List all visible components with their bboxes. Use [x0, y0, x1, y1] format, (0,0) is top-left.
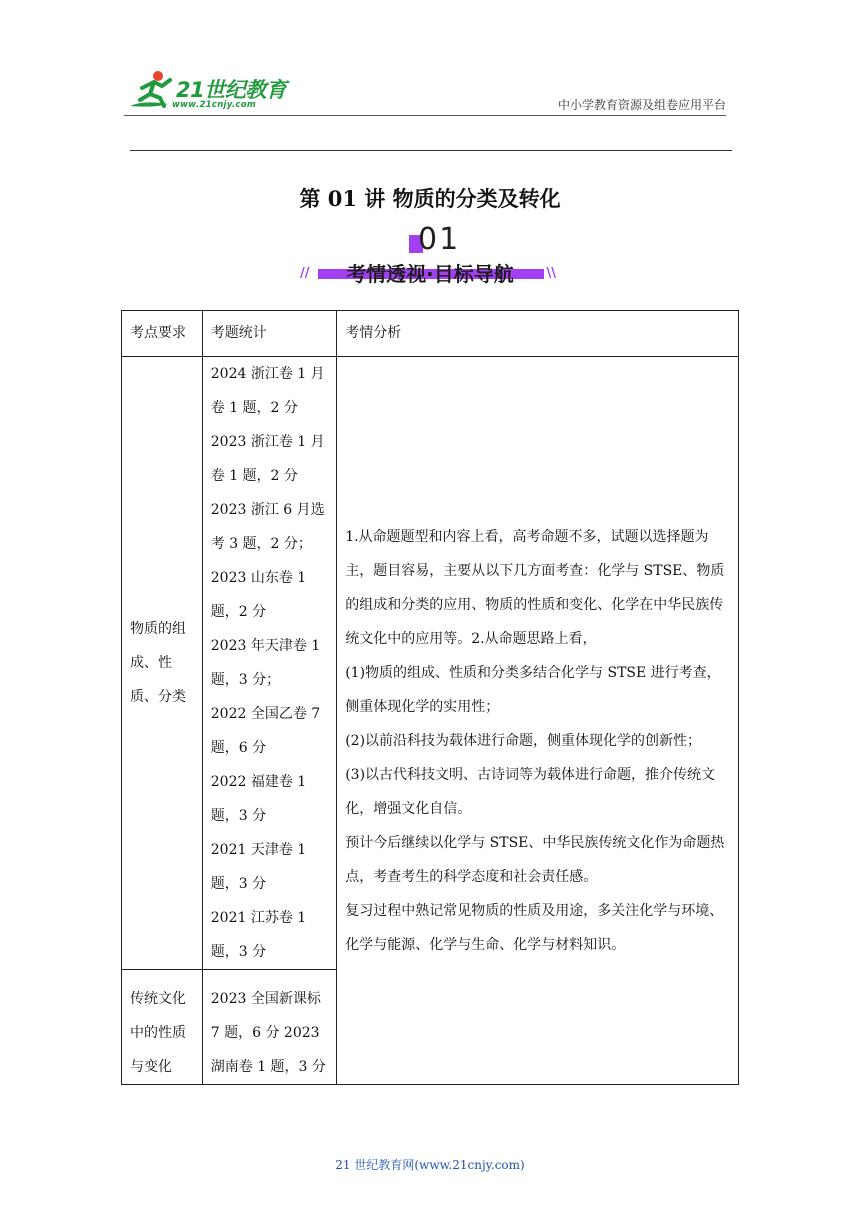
slash-decoration-right: \\ — [546, 266, 556, 281]
logo — [124, 66, 304, 116]
table-header-row — [122, 311, 739, 357]
stat-item: 2021 天津卷 1 题，3 分 — [210, 842, 307, 892]
analysis-paragraph: 1.从命题题型和内容上看，高考命题不多，试题以选择题为主，题目容易，主要从以下几方面考查：化学与 STSE、物质的组成和分类的应用、物质的性质和变化、化学在中华民族传统文化中的应用等。2.从命题思路上看， — [345, 528, 725, 647]
stat-item: 2022 全国乙卷 7 题，6 分 — [210, 706, 321, 756]
section-number: 01 — [418, 222, 461, 257]
analysis-paragraph: (3)以古代科技文明、古诗词等为载体进行命题，推介传统文化，增强文化自信。 — [345, 766, 716, 817]
header-cell-requirement: 考点要求 — [122, 311, 203, 357]
stats-cell — [202, 970, 336, 1085]
stat-item: 2023 全国新课标 7 题，6 分 2023 湖南卷 1 题，3 分 — [210, 991, 326, 1075]
exam-analysis-table — [121, 310, 739, 1085]
slash-decoration-left: // — [300, 266, 310, 281]
header-cell-analysis: 考情分析 — [337, 311, 739, 357]
page-footer: 21 世纪教育网(www.21cnjy.com) — [335, 1158, 525, 1172]
site-name: 中小学教育资源及组卷应用平台 — [557, 98, 726, 112]
page-title: 第 01 讲 物质的分类及转化 — [299, 186, 561, 211]
analysis-paragraph: 预计今后继续以化学与 STSE、中华民族传统文化作为命题热点，考查考生的科学态度和社会责任感。 — [345, 834, 725, 885]
analysis-paragraph: (1)物质的组成、性质和分类多结合化学与 STSE 进行考查，侧重体现化学的实用性； — [345, 664, 721, 715]
stat-item: 2023 浙江 6 月选考 3 题，2 分； — [210, 502, 325, 552]
analysis-paragraph: (2)以前沿科技为载体进行命题，侧重体现化学的创新性； — [345, 732, 702, 749]
requirement-cell: 传统文化中的性质与变化 — [122, 970, 203, 1085]
logo-text: 21世纪教育 — [176, 78, 287, 102]
stat-item: 2022 福建卷 1 题，3 分 — [210, 774, 307, 824]
header-divider-2 — [130, 150, 732, 151]
stats-cell — [202, 357, 336, 970]
page-header — [124, 66, 726, 116]
stat-item: 2021 江苏卷 1 题，3 分 — [210, 910, 307, 960]
table-row — [122, 357, 739, 970]
logo-url: www.21cnjy.com — [172, 100, 256, 110]
section-title: 考情透视·目标导航 — [346, 262, 514, 286]
stat-item: 2024 浙江卷 1 月卷 1 题，2 分 2023 浙江卷 1 月卷 1 题，2 分 — [210, 366, 325, 484]
stat-item: 2023 年天津卷 1 题，3 分； — [210, 638, 321, 688]
stat-item: 2023 山东卷 1 题，2 分 — [210, 570, 307, 620]
header-cell-stats: 考题统计 — [202, 311, 336, 357]
analysis-paragraph: 复习过程中熟记常见物质的性质及用途，多关注化学与环境、化学与能源、化学与生命、化学与材料知识。 — [345, 902, 724, 953]
section-badge — [300, 222, 560, 292]
requirement-cell: 物质的组成、性质、分类 — [122, 357, 203, 970]
analysis-cell — [337, 357, 739, 1085]
header-divider — [124, 115, 726, 116]
